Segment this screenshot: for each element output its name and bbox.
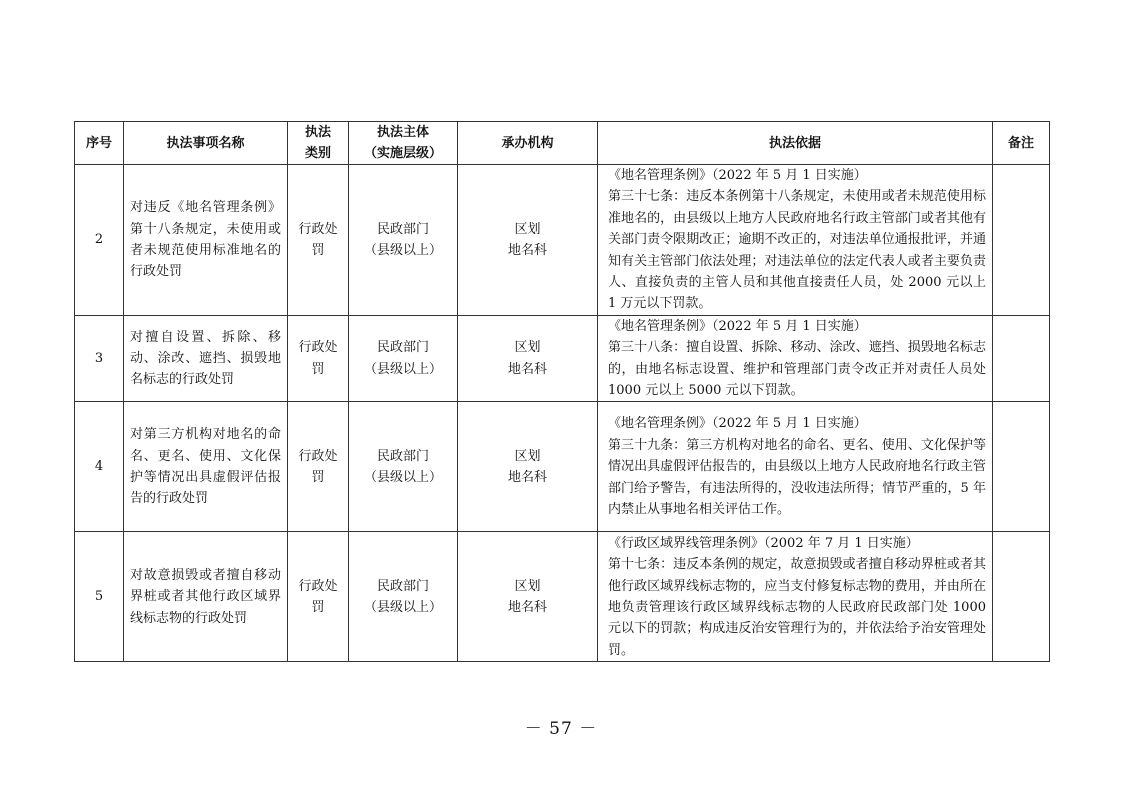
cell-subject — [349, 402, 458, 532]
table-row — [75, 532, 1050, 662]
cell-agency-line2: 地名科 — [507, 469, 547, 485]
header-item-name: 执法事项名称 — [124, 122, 288, 165]
header-seq: 序号 — [75, 122, 124, 165]
cell-remarks — [993, 402, 1050, 532]
cell-basis — [598, 402, 993, 532]
cell-item-name: 对故意损毁或者擅自移动界桩或者其他行政区域界线标志物的行政处罚 — [124, 532, 288, 662]
cell-subject — [349, 532, 458, 662]
cell-remarks — [993, 315, 1050, 402]
header-subject-line1: 执法主体 — [376, 125, 429, 140]
cell-category — [288, 315, 349, 402]
header-category-line2: 类别 — [304, 146, 331, 161]
cell-subject — [349, 165, 458, 316]
basis-text: 第三十七条：违反本条例第十八条规定，未使用或者未规范使用标准地名的，由县级以上地方人民政府地名行政主管部门或者其他有关部门责令限期改正；逾期不改正的，对违法单位通报批评，并通知有关主管部门依法处理；对违法单位的法定代表人或者主要负责人、直接负责的主管人员和其他直接责任人员，处 2000 元以上 1 万元以下罚款。 — [608, 189, 986, 312]
cell-agency — [458, 402, 598, 532]
cell-category-line2: 罚 — [311, 599, 325, 615]
cell-item-name: 对违反《地名管理条例》第十八条规定，未使用或者未规范使用标准地名的行政处罚 — [124, 165, 288, 316]
basis-text: 第三十八条：擅自设置、拆除、移动、涂改、遮挡、损毁地名标志的，由地名标志设置、维护和管理部门责令改正并对责任人员处 1000 元以上 5000 元以下罚款。 — [608, 340, 986, 399]
cell-agency-line1: 区划 — [514, 340, 541, 356]
cell-basis — [598, 165, 993, 316]
cell-subject-line1: 民政部门 — [376, 448, 429, 464]
basis-text: 第十七条：违反本条例的规定，故意损毁或者擅自移动界桩或者其他行政区域界线标志物的，应当支付修复标志物的费用，并由所在地负责管理该行政区域界线标志物的人民政府民政部门处 1000 元以下的罚款；构成违反治安管理行为的，并依法给予治安管理处罚。 — [608, 557, 986, 658]
cell-remarks — [993, 165, 1050, 316]
cell-item-name: 对第三方机构对地名的命名、更名、使用、文化保护等情况出具虚假评估报告的行政处罚 — [124, 402, 288, 532]
cell-category — [288, 402, 349, 532]
cell-seq: 5 — [75, 532, 124, 662]
enforcement-items-table — [74, 121, 1050, 662]
cell-subject-line2: （县级以上） — [363, 242, 442, 258]
cell-subject — [349, 315, 458, 402]
cell-category-line1: 行政处 — [298, 221, 338, 237]
basis-title: 《地名管理条例》（2022 年 5 月 1 日实施） — [608, 416, 867, 432]
cell-item-name: 对擅自设置、拆除、移动、涂改、遮挡、损毁地名标志的行政处罚 — [124, 315, 288, 402]
cell-seq: 3 — [75, 315, 124, 402]
cell-subject-line2: （县级以上） — [363, 599, 442, 615]
cell-subject-line2: （县级以上） — [363, 361, 442, 377]
cell-category — [288, 165, 349, 316]
cell-basis — [598, 532, 993, 662]
cell-category-line1: 行政处 — [298, 448, 338, 464]
cell-agency-line1: 区划 — [514, 448, 541, 464]
cell-basis — [598, 315, 993, 402]
cell-category-line1: 行政处 — [298, 340, 338, 356]
cell-seq: 2 — [75, 165, 124, 316]
cell-agency-line2: 地名科 — [507, 361, 547, 377]
cell-subject-line2: （县级以上） — [363, 469, 442, 485]
cell-subject-line1: 民政部门 — [376, 340, 429, 356]
basis-text: 第三十九条：第三方机构对地名的命名、更名、使用、文化保护等情况出具虚假评估报告的，由县级以上地方人民政府地名行政主管部门给予警告，有违法所得的，没收违法所得；情节严重的，5 年内禁止从事地名相关评估工作。 — [608, 437, 986, 518]
cell-category-line2: 罚 — [311, 361, 325, 377]
basis-title: 《行政区域界线管理条例》（2002 年 7 月 1 日实施） — [608, 535, 919, 551]
header-category — [288, 122, 349, 165]
basis-title: 《地名管理条例》（2022 年 5 月 1 日实施） — [608, 168, 867, 183]
header-subject-line2: （实施层级） — [363, 146, 442, 161]
cell-category — [288, 532, 349, 662]
cell-agency-line2: 地名科 — [507, 599, 547, 615]
header-agency: 承办机构 — [458, 122, 598, 165]
basis-title: 《地名管理条例》（2022 年 5 月 1 日实施） — [608, 318, 867, 334]
cell-agency — [458, 532, 598, 662]
cell-agency — [458, 315, 598, 402]
cell-category-line1: 行政处 — [298, 578, 338, 594]
cell-agency — [458, 165, 598, 316]
header-subject — [349, 122, 458, 165]
cell-agency-line1: 区划 — [514, 578, 541, 594]
cell-remarks — [993, 532, 1050, 662]
table-row — [75, 402, 1050, 532]
cell-category-line2: 罚 — [311, 242, 325, 258]
page-number: － 57 － — [524, 719, 598, 739]
cell-subject-line1: 民政部门 — [376, 578, 429, 594]
cell-category-line2: 罚 — [311, 469, 325, 485]
cell-seq: 4 — [75, 402, 124, 532]
header-category-line1: 执法 — [304, 125, 331, 140]
header-basis: 执法依据 — [598, 122, 993, 165]
cell-subject-line1: 民政部门 — [376, 221, 429, 237]
cell-agency-line2: 地名科 — [507, 242, 547, 258]
header-remarks: 备注 — [993, 122, 1050, 165]
table-header-row — [75, 122, 1050, 165]
cell-agency-line1: 区划 — [514, 221, 541, 237]
table-row — [75, 165, 1050, 316]
table-row — [75, 315, 1050, 402]
